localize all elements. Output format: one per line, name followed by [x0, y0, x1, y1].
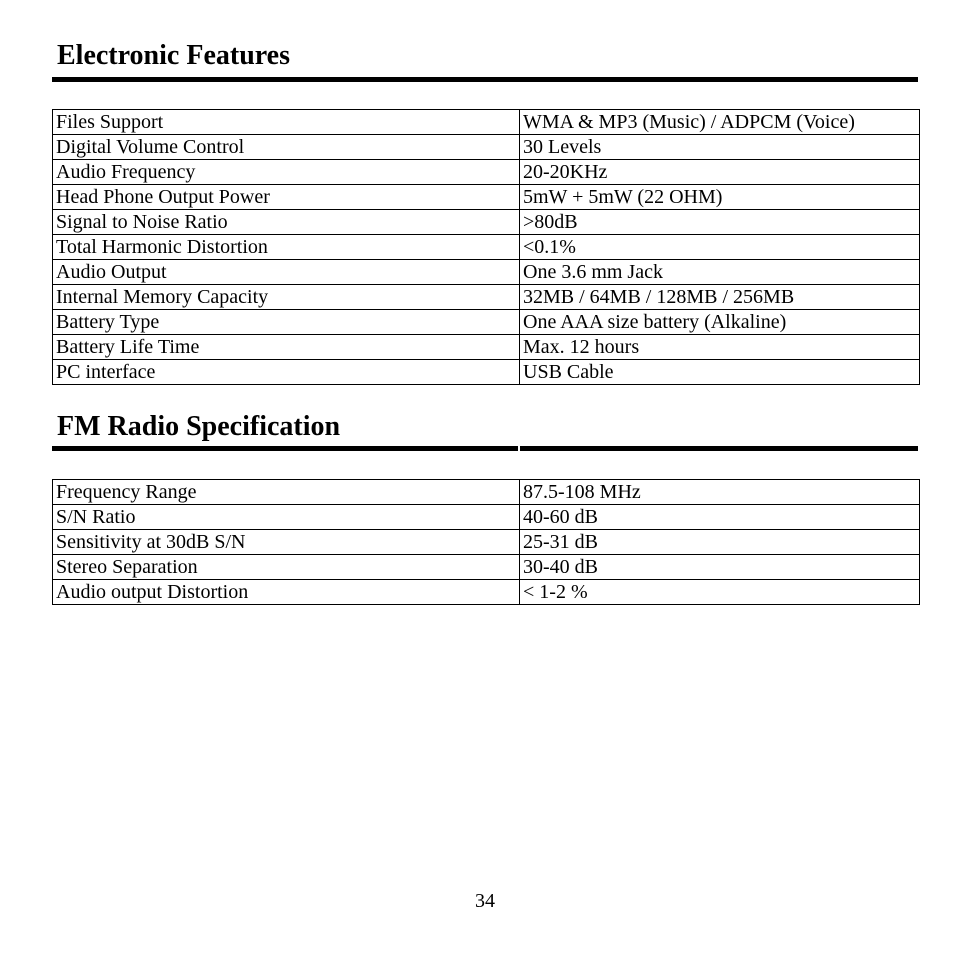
table-row — [53, 185, 920, 210]
spec-label: Battery Type — [53, 310, 520, 335]
spec-label: Battery Life Time — [53, 335, 520, 360]
spec-value: One 3.6 mm Jack — [520, 260, 920, 285]
spec-value: >80dB — [520, 210, 920, 235]
spec-label: Stereo Separation — [53, 555, 520, 580]
spec-value: 40-60 dB — [520, 505, 920, 530]
table-row — [53, 580, 920, 605]
spec-value: USB Cable — [520, 360, 920, 385]
spec-label: Files Support — [53, 110, 520, 135]
table-row — [53, 235, 920, 260]
spec-label: PC interface — [53, 360, 520, 385]
table-row — [53, 505, 920, 530]
spec-value: < 1-2 % — [520, 580, 920, 605]
spec-value: <0.1% — [520, 235, 920, 260]
spec-label: S/N Ratio — [53, 505, 520, 530]
table-row — [53, 135, 920, 160]
spec-value: 30-40 dB — [520, 555, 920, 580]
spec-label: Internal Memory Capacity — [53, 285, 520, 310]
table-row — [53, 210, 920, 235]
spec-value: Max. 12 hours — [520, 335, 920, 360]
spec-label: Audio output Distortion — [53, 580, 520, 605]
spec-value: WMA & MP3 (Music) / ADPCM (Voice) — [520, 110, 920, 135]
spec-value: 32MB / 64MB / 128MB / 256MB — [520, 285, 920, 310]
table-row — [53, 530, 920, 555]
spec-label: Total Harmonic Distortion — [53, 235, 520, 260]
spec-label: Frequency Range — [53, 480, 520, 505]
heading-rule — [52, 77, 918, 82]
spec-value: One AAA size battery (Alkaline) — [520, 310, 920, 335]
spec-value: 25-31 dB — [520, 530, 920, 555]
table-row — [53, 110, 920, 135]
fm-radio-specification-table — [52, 479, 920, 605]
spec-label: Signal to Noise Ratio — [53, 210, 520, 235]
spec-value: 87.5-108 MHz — [520, 480, 920, 505]
table-row — [53, 555, 920, 580]
table-row — [53, 310, 920, 335]
table-row — [53, 285, 920, 310]
spec-value: 20-20KHz — [520, 160, 920, 185]
table-row — [53, 260, 920, 285]
section-title-fm-radio-specification: FM Radio Specification — [57, 411, 341, 442]
table-row — [53, 480, 920, 505]
spec-label: Audio Output — [53, 260, 520, 285]
table-row — [53, 360, 920, 385]
spec-label: Sensitivity at 30dB S/N — [53, 530, 520, 555]
electronic-features-table — [52, 109, 920, 385]
heading-rule — [520, 446, 918, 451]
spec-value: 5mW + 5mW (22 OHM) — [520, 185, 920, 210]
table-row — [53, 160, 920, 185]
heading-rule — [52, 446, 518, 451]
page-number: 34 — [475, 890, 495, 912]
section-title-electronic-features: Electronic Features — [57, 40, 291, 71]
table-row — [53, 335, 920, 360]
spec-label: Digital Volume Control — [53, 135, 520, 160]
spec-value: 30 Levels — [520, 135, 920, 160]
spec-label: Head Phone Output Power — [53, 185, 520, 210]
spec-label: Audio Frequency — [53, 160, 520, 185]
